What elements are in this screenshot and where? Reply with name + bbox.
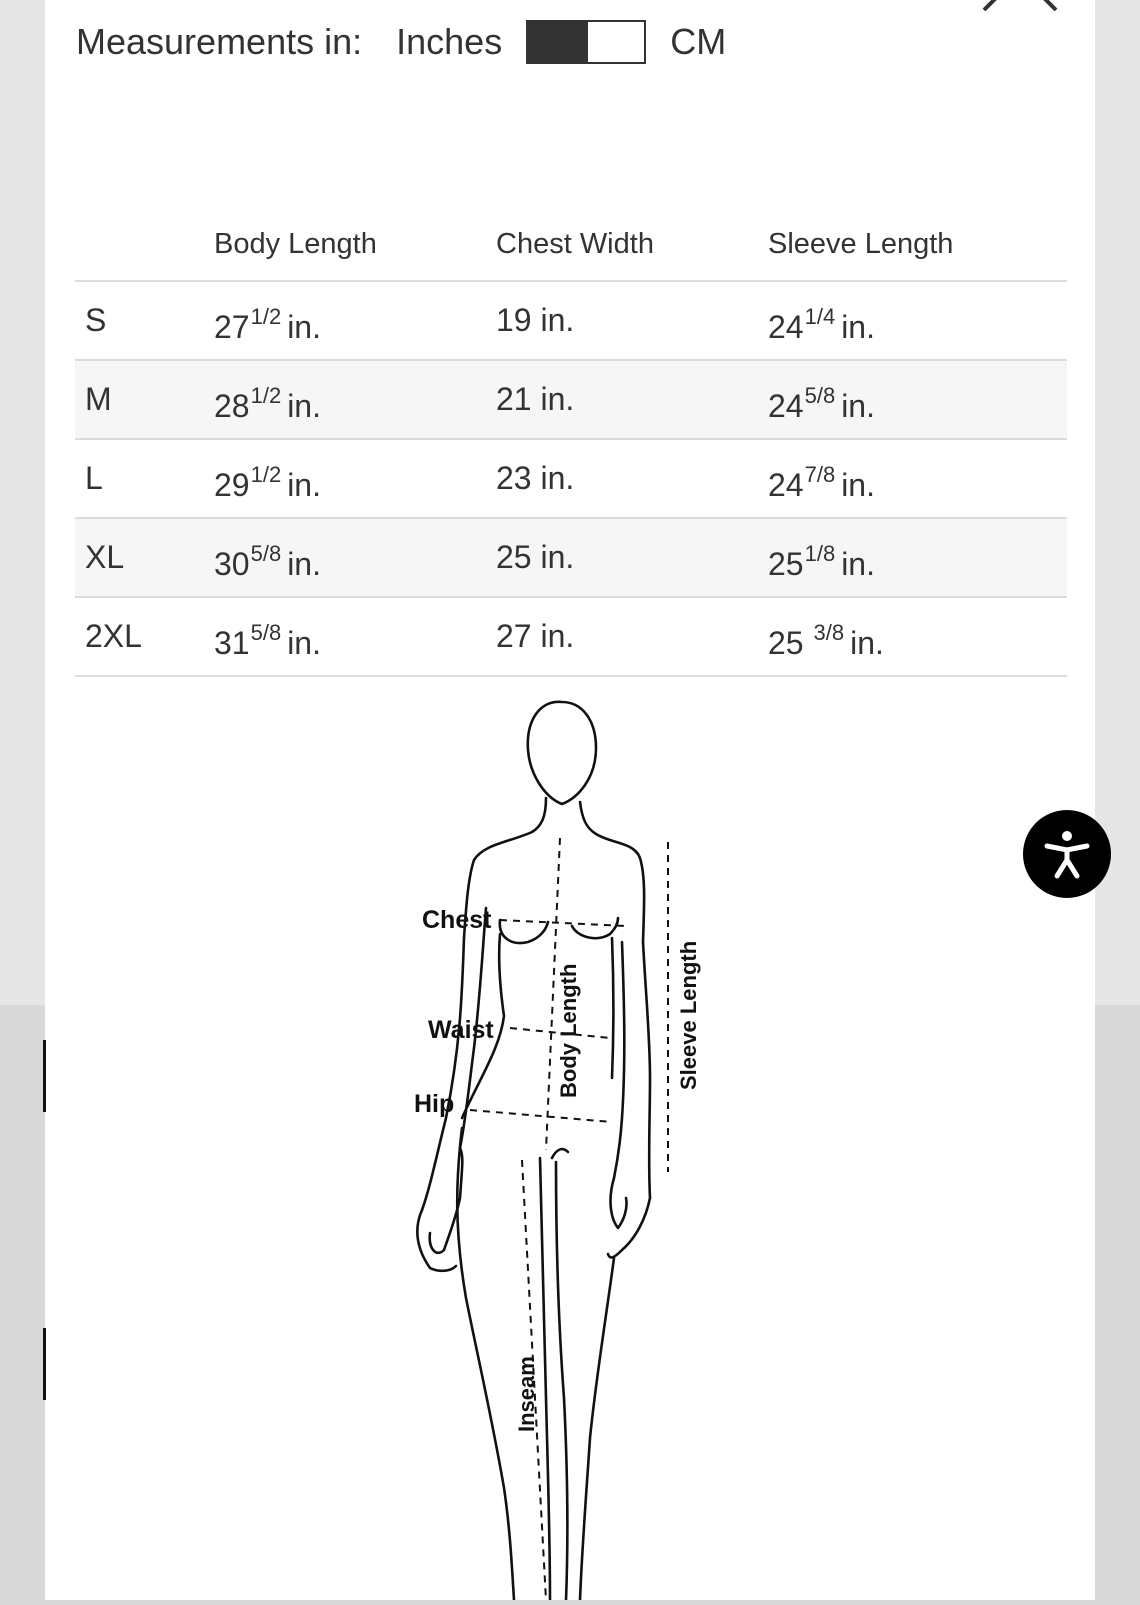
body-length-cell	[214, 518, 496, 597]
value-fraction: 1/8	[804, 540, 836, 566]
value-unit: in.	[850, 624, 884, 661]
sleeve-length-cell	[768, 281, 1067, 360]
body-length-cell	[214, 439, 496, 518]
value-whole: 25	[768, 624, 813, 661]
value-unit: in.	[287, 308, 321, 345]
value-whole: 24	[768, 387, 804, 424]
unit-cm-label[interactable]: CM	[670, 21, 727, 62]
value-fraction: 1/4	[804, 303, 836, 329]
column-header-size	[75, 208, 214, 281]
chest-width-cell	[496, 439, 768, 518]
units-selector	[76, 18, 726, 66]
value-unit: in.	[841, 387, 875, 424]
value-unit: in.	[287, 545, 321, 582]
body-figure-illustration	[400, 698, 720, 1600]
value-unit: in.	[841, 308, 875, 345]
unit-toggle[interactable]	[526, 20, 646, 64]
scroll-edge-marker	[43, 1328, 46, 1400]
value-fraction: 5/8	[250, 540, 282, 566]
column-header-body-length: Body Length	[214, 208, 496, 281]
sleeve-length-cell	[768, 439, 1067, 518]
unit-inches-label[interactable]: Inches	[396, 21, 503, 62]
chest-width-cell	[496, 281, 768, 360]
measurement-figure	[400, 698, 720, 1600]
value-unit: in.	[841, 466, 875, 503]
value-whole: 24	[768, 466, 804, 503]
table-row	[75, 281, 1067, 360]
value-fraction: 1/2	[250, 303, 282, 329]
value-whole: 29	[214, 466, 250, 503]
measurements-label: Measurements in:	[76, 21, 363, 62]
value-fraction: 5/8	[250, 619, 282, 645]
close-icon	[980, 0, 1060, 14]
value-whole: 27	[214, 308, 250, 345]
size-cell: XL	[75, 518, 214, 597]
table-row	[75, 518, 1067, 597]
table-row	[75, 360, 1067, 439]
size-cell: M	[75, 360, 214, 439]
close-button[interactable]	[980, 0, 1060, 14]
value-unit: in.	[287, 624, 321, 661]
column-header-chest-width: Chest Width	[496, 208, 768, 281]
column-header-sleeve-length: Sleeve Length	[768, 208, 1067, 281]
size-cell: 2XL	[75, 597, 214, 676]
size-cell: S	[75, 281, 214, 360]
sleeve-length-cell	[768, 518, 1067, 597]
value-fraction: 5/8	[804, 382, 836, 408]
value-whole: 25	[768, 545, 804, 582]
toggle-track	[588, 22, 644, 62]
value-fraction: 3/8	[813, 619, 845, 645]
chest-width-cell	[496, 518, 768, 597]
value-text: 21 in.	[496, 381, 575, 417]
value-whole: 30	[214, 545, 250, 582]
chest-width-cell	[496, 360, 768, 439]
size-cell: L	[75, 439, 214, 518]
body-length-cell	[214, 281, 496, 360]
sleeve-length-label: Sleeve Length	[676, 940, 701, 1090]
value-text: 27 in.	[496, 618, 575, 654]
scroll-edge-marker	[43, 1040, 46, 1112]
value-fraction: 7/8	[804, 461, 836, 487]
sleeve-length-cell	[768, 597, 1067, 676]
value-whole: 28	[214, 387, 250, 424]
hip-label: Hip	[414, 1090, 455, 1118]
value-text: 19 in.	[496, 302, 575, 338]
value-unit: in.	[841, 545, 875, 582]
inseam-label: Inseam	[514, 1356, 539, 1432]
toggle-knob	[528, 22, 588, 62]
table-header-row	[75, 208, 1067, 281]
waist-label: Waist	[428, 1016, 494, 1044]
value-whole: 31	[214, 624, 250, 661]
sleeve-length-cell	[768, 360, 1067, 439]
value-whole: 24	[768, 308, 804, 345]
accessibility-button[interactable]	[1023, 810, 1111, 898]
chest-width-cell	[496, 597, 768, 676]
size-table	[75, 208, 1067, 677]
body-length-cell	[214, 360, 496, 439]
chest-label: Chest	[422, 906, 492, 934]
body-length-label: Body Length	[556, 963, 581, 1098]
value-fraction: 1/2	[250, 461, 282, 487]
value-unit: in.	[287, 466, 321, 503]
accessibility-icon	[1037, 824, 1097, 884]
table-row	[75, 597, 1067, 676]
value-fraction: 1/2	[250, 382, 282, 408]
table-row	[75, 439, 1067, 518]
value-text: 23 in.	[496, 460, 575, 496]
body-length-cell	[214, 597, 496, 676]
value-unit: in.	[287, 387, 321, 424]
value-text: 25 in.	[496, 539, 575, 575]
